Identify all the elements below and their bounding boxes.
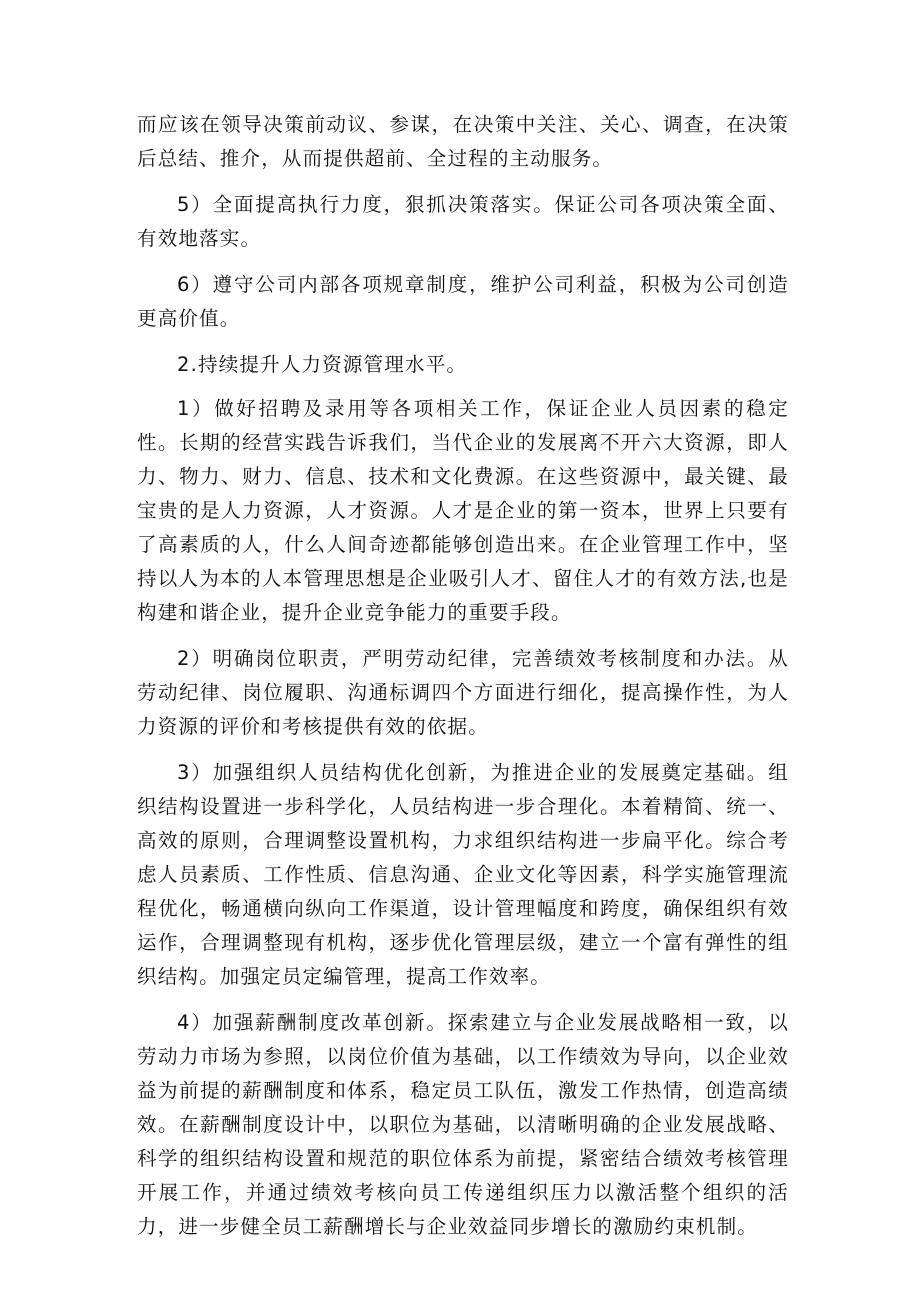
document-body	[137, 108, 789, 1256]
paragraph-continuation: 而应该在领导决策前动议、参谋，在决策中关注、关心、调查，在决策后总结、推介，从而提供超前、全过程的主动服务。	[137, 113, 789, 170]
paragraph-recruitment: 1）做好招聘及录用等各项相关工作，保证企业人员因素的稳定性。长期的经营实践告诉我们，当代企业的发展离不开六大资源，即人力、物力、财力、信息、技术和文化费源。在这些资源中，最关键、最宝贵的是人力资源，人才资源。人才是企业的第一资本，世界上只要有了高素质的人，什么人间奇迹都能够创造出来。在企业管理工作中，坚持以人为本的人本管理思想是企业吸引人才、留住人才的有效方法,也是构建和谐企业，提升企业竞争能力的重要手段。	[137, 397, 789, 624]
paragraph-org-structure: 3）加强组织人员结构优化创新，为推进企业的发展奠定基础。组织结构设置进一步科学化，人员结构进一步合理化。本着精简、统一、高效的原则，合理调整设置机构，力求组织结构进一步扁平化。综合考虑人员素质、工作性质、信息沟通、企业文化等因素，科学实施管理流程优化，畅通横向纵向工作渠道，设计管理幅度和跨度，确保组织有效运作，合理调整现有机构，逐步优化管理层级，建立一个富有弹性的组织结构。加强定员定编管理，提高工作效率。	[137, 761, 789, 988]
paragraph-job-duties: 2）明确岗位职责，严明劳动纪律，完善绩效考核制度和办法。从劳动纪律、岗位履职、沟通标调四个方面进行细化，提高操作性，为人力资源的评价和考核提供有效的依据。	[137, 647, 789, 738]
section-heading-hr: 2.持续提升人力资源管理水平。	[177, 353, 468, 376]
paragraph-item-5: 5）全面提高执行力度，狠抓决策落实。保证公司各项决策全面、有效地落实。	[137, 193, 789, 250]
paragraph-compensation: 4）加强薪酬制度改革创新。探索建立与企业发展战略相一致，以劳动力市场为参照，以岗位价值为基础，以工作绩效为导向，以企业效益为前提的薪酬制度和体系，稳定员工队伍，激发工作热情，创造高绩效。在薪酬制度设计中，以职位为基础，以清晰明确的企业发展战略、科学的组织结构设置和规范的职位体系为前提，紧密结合绩效考核管理开展工作，并通过绩效考核向员工传递组织压力以激活整个组织的活力，进一步健全员工薪酬增长与企业效益同步增长的激励约束机制。	[137, 1011, 789, 1238]
paragraph-item-6: 6）遵守公司内部各项规章制度，维护公司利益，积极为公司创造更高价值。	[137, 273, 789, 330]
